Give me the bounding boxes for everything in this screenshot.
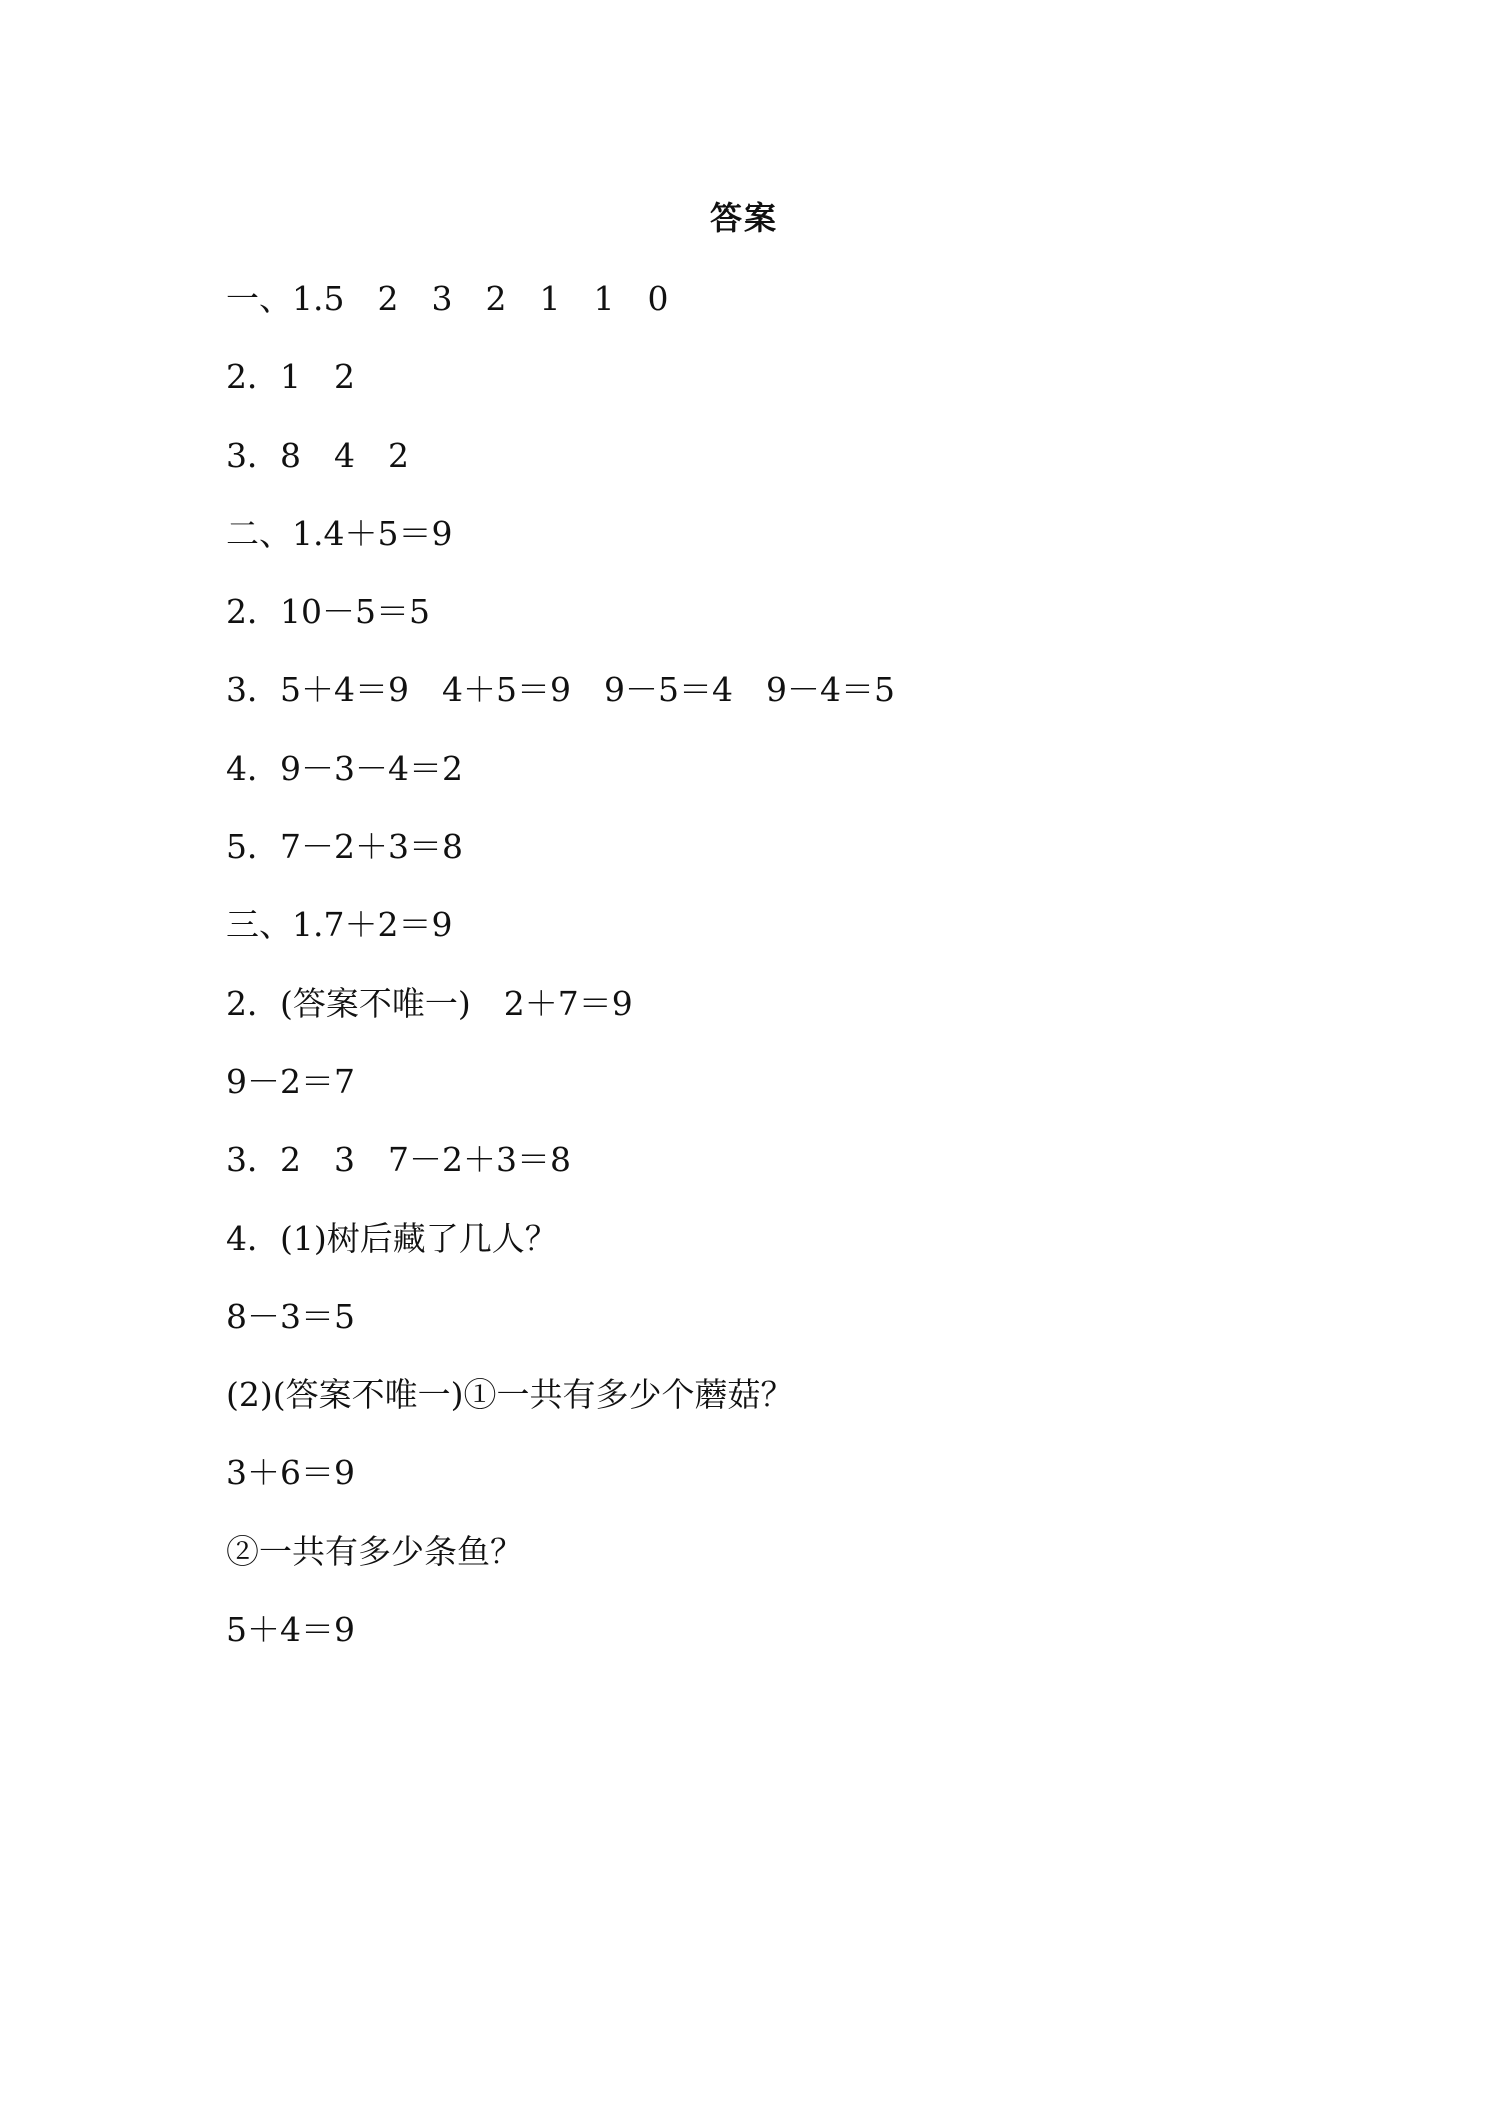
- answer-line: 3．2 3 7－2＋3＝8: [226, 1140, 571, 1180]
- answer-line: 8－3＝5: [226, 1296, 355, 1336]
- answer-line: 三、1.7＋2＝9: [226, 905, 453, 945]
- answer-line: 4．9－3－4＝2: [226, 748, 463, 788]
- page-title: 答案: [709, 199, 778, 237]
- answer-line: 5．7－2＋3＝8: [226, 827, 463, 867]
- answer-line: 2．1 2: [226, 357, 355, 397]
- answer-line: 二、1.4＋5＝9: [226, 513, 453, 553]
- answer-line: 5＋4＝9: [226, 1610, 355, 1650]
- answer-line: 2．10－5＝5: [226, 592, 430, 632]
- answer-line: 2．(答案不唯一) 2＋7＝9: [226, 983, 633, 1023]
- answer-line: 3．5＋4＝9 4＋5＝9 9－5＝4 9－4＝5: [226, 670, 895, 710]
- answer-line: 9－2＝7: [226, 1061, 355, 1101]
- answer-line: (2)(答案不唯一)①一共有多少个蘑菇？: [226, 1375, 794, 1415]
- answer-line: 3．8 4 2: [226, 435, 409, 475]
- answer-list: [226, 274, 895, 1683]
- answer-line: ②一共有多少条鱼？: [226, 1531, 523, 1571]
- answer-line: 一、1.5 2 3 2 1 1 0: [226, 279, 669, 318]
- answer-line: 4．(1)树后藏了几人？: [226, 1218, 558, 1258]
- answer-line: 3＋6＝9: [226, 1453, 355, 1493]
